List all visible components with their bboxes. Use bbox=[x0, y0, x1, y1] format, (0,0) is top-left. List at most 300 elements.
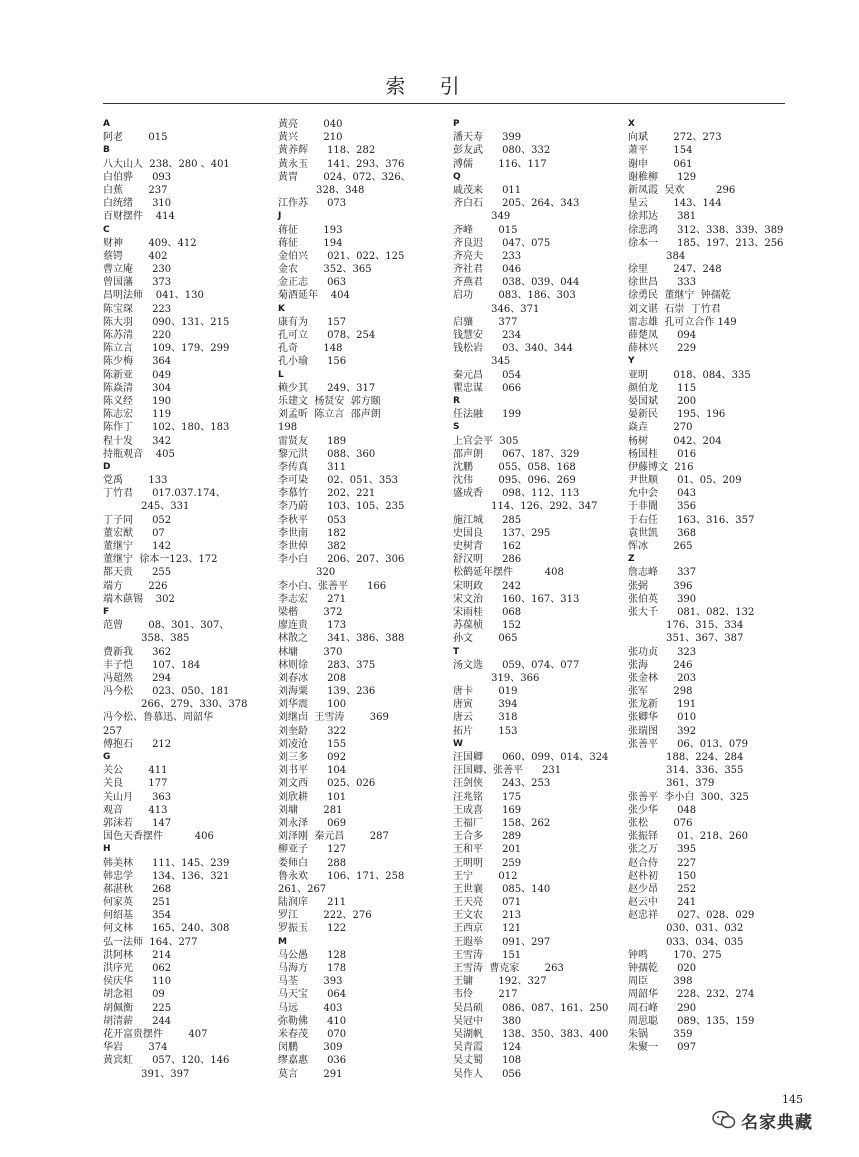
index-entry: 华岩 374 bbox=[103, 1042, 168, 1054]
index-entry: 345 bbox=[453, 356, 511, 368]
index-entry: 萧平 154 bbox=[628, 145, 693, 157]
index-entry: 丁竹君 017.037.174、 bbox=[103, 488, 226, 500]
index-entry: 傅抱石 212 bbox=[103, 738, 172, 750]
index-entry: 持瓶观音 405 bbox=[103, 448, 175, 460]
index-entry: 176、315、334 bbox=[628, 620, 744, 632]
index-entry: 谢申 061 bbox=[628, 158, 693, 170]
index-entry: 张大千 081、082、132 bbox=[628, 606, 755, 618]
index-entry: 罗振玉 122 bbox=[278, 923, 347, 935]
index-entry: 188、224、284 bbox=[628, 752, 744, 763]
index-entry: 汤文选 059、074、077 bbox=[453, 659, 580, 671]
wechat-icon bbox=[712, 1110, 736, 1130]
index-entry: 盛成香 098、112、113 bbox=[453, 488, 580, 500]
index-entry: 董继宁 徐本一123、172 bbox=[103, 554, 218, 566]
index-entry: 030、031、032 bbox=[628, 923, 744, 935]
index-entry: 舒汉明 286 bbox=[453, 554, 522, 566]
index-entry: 陈新亚 049 bbox=[103, 369, 172, 381]
index-entry: 徐世昌 333 bbox=[628, 277, 697, 289]
index-entry: 张卿华 010 bbox=[628, 712, 697, 724]
index-entry: 马公愚 128 bbox=[278, 949, 347, 961]
index-entry: 张军 298 bbox=[628, 686, 693, 698]
index-entry: 财神 409、412 bbox=[103, 237, 197, 249]
index-entry: 白统绪 310 bbox=[103, 198, 172, 210]
index-letter-heading: C bbox=[103, 224, 110, 235]
index-entry: 齐峰 015 bbox=[453, 224, 518, 236]
index-letter-heading: R bbox=[453, 395, 460, 406]
index-entry: 松鹤延年摆件 408 bbox=[453, 567, 564, 579]
index-entry: 张松 076 bbox=[628, 817, 693, 829]
index-letter-heading: P bbox=[453, 119, 460, 129]
index-entry: 娄师白 288 bbox=[278, 857, 347, 869]
index-letter-heading: Z bbox=[628, 554, 635, 565]
index-entry: 雷贤友 189 bbox=[278, 435, 347, 447]
index-entry: 刘春冰 208 bbox=[278, 672, 347, 684]
index-entry: 鲁永欢 106、171、258 bbox=[278, 870, 405, 882]
index-entry: 八大山人 238、280 、401 bbox=[103, 158, 230, 170]
index-entry: 赵忠祥 027、028、029 bbox=[628, 910, 755, 922]
index-entry: 蒋征 193 bbox=[278, 224, 343, 236]
index-entry: 白伯骅 093 bbox=[103, 171, 172, 183]
index-letter-heading: K bbox=[278, 303, 285, 314]
index-entry: 陈义经 190 bbox=[103, 395, 172, 407]
index-entry: 314、336、355 bbox=[628, 765, 744, 777]
index-entry: 王天亮 071 bbox=[453, 897, 522, 909]
index-entry: 张弼 396 bbox=[628, 580, 693, 592]
index-letter-heading: S bbox=[453, 422, 460, 433]
index-entry: 国色天香摆件 406 bbox=[103, 831, 214, 843]
index-letter-heading: W bbox=[453, 738, 463, 749]
index-entry: 詹志峰 337 bbox=[628, 567, 697, 579]
index-entry: 乐建文 杨贤安 郭方颐 bbox=[278, 395, 381, 407]
index-letter-heading: T bbox=[453, 646, 460, 657]
index-entry: 王合多 289 bbox=[453, 831, 522, 843]
index-entry: 彭友武 080、332 bbox=[453, 145, 551, 157]
index-entry: 胡佩衡 225 bbox=[103, 1002, 172, 1014]
index-entry: 何绍基 354 bbox=[103, 910, 172, 922]
index-entry: 320 bbox=[278, 567, 336, 579]
index-entry: 金农 352、365 bbox=[278, 264, 372, 276]
index-entry: 颜伯龙 115 bbox=[628, 382, 697, 394]
index-entry: 徐悲鸿 312、338、339、389 bbox=[628, 224, 784, 236]
index-entry: 马荃 393 bbox=[278, 976, 343, 988]
index-entry: 徐里 247、248 bbox=[628, 264, 722, 276]
index-entry: 端木蕻锡 302 bbox=[103, 593, 175, 605]
index-entry: 董继宁 142 bbox=[103, 541, 172, 552]
index-entry: 白蕉 237 bbox=[103, 184, 168, 196]
index-entry: 丰子恺 107、184 bbox=[103, 659, 201, 671]
index-entry: 昌明法师 041、130 bbox=[103, 290, 204, 302]
index-entry: 齐燕君 038、039、044 bbox=[453, 277, 580, 289]
index-entry: 郭沫若 147 bbox=[103, 817, 172, 829]
index-entry: 都天贵 255 bbox=[103, 567, 172, 579]
index-entry: 李小白、张善平 166 bbox=[278, 580, 387, 592]
index-entry: 苏葆桢 152 bbox=[453, 620, 522, 632]
index-entry: 米春茂 070 bbox=[278, 1028, 347, 1040]
index-entry: 266、279、330、378 bbox=[103, 699, 248, 711]
watermark bbox=[712, 1107, 842, 1133]
index-entry: 陈志宏 119 bbox=[103, 409, 172, 421]
index-entry: 351、367、387 bbox=[628, 633, 744, 645]
index-entry: 261、267 bbox=[278, 883, 327, 895]
index-entry: 114、126、292、347 bbox=[453, 501, 598, 513]
index-entry: 允中会 043 bbox=[628, 488, 697, 500]
index-entry: 史树青 162 bbox=[453, 541, 522, 552]
index-entry: 王福厂 158、262 bbox=[453, 817, 551, 829]
index-entry: 柳亚子 127 bbox=[278, 844, 347, 856]
index-entry: 冯今松 023、050、181 bbox=[103, 686, 230, 698]
index-entry: 汪兆铭 175 bbox=[453, 791, 522, 803]
index-entry: 潘天寿 399 bbox=[453, 132, 522, 144]
index-entry: 焱垚 270 bbox=[628, 422, 693, 434]
index-entry: 弥勒佛 410 bbox=[278, 1015, 347, 1027]
index-letter-heading: Q bbox=[453, 171, 461, 182]
index-entry: 319、366 bbox=[453, 672, 540, 684]
index-entry: 徐勇民 董继宁 钟孺乾 bbox=[628, 290, 731, 302]
index-entry: 于右任 163、316、357 bbox=[628, 514, 755, 526]
index-entry: 刘文谌 石崇 丁竹君 bbox=[628, 303, 721, 315]
index-entry: 赵少昂 252 bbox=[628, 883, 697, 895]
index-entry: 384 bbox=[628, 250, 686, 262]
index-entry: 于非闇 356 bbox=[628, 501, 697, 513]
index-entry: 康有为 157 bbox=[278, 316, 347, 328]
index-entry: 丁子同 052 bbox=[103, 514, 172, 526]
index-entry: 361、379 bbox=[628, 778, 715, 790]
index-entry: 朱聚一 097 bbox=[628, 1042, 697, 1054]
index-entry: 向斌 272、273 bbox=[628, 132, 722, 144]
index-entry: 346、371 bbox=[453, 303, 540, 315]
index-entry: 关良 177 bbox=[103, 778, 168, 790]
index-entry: 王西京 121 bbox=[453, 923, 522, 935]
index-entry: 刘继卣 王雪涛 369 bbox=[278, 712, 389, 724]
index-entry: 费新我 362 bbox=[103, 646, 172, 658]
index-letter-heading: L bbox=[278, 369, 284, 380]
index-entry: 伊藤博文 216 bbox=[628, 461, 694, 473]
index-entry: 江作苏 073 bbox=[278, 198, 347, 210]
index-entry: 张海 246 bbox=[628, 659, 693, 671]
index-entry: 端方 226 bbox=[103, 580, 168, 592]
index-entry: 刘欣耕 101 bbox=[278, 791, 347, 803]
index-entry: 赵云中 241 bbox=[628, 897, 697, 909]
index-entry: 王文农 213 bbox=[453, 910, 522, 922]
index-letter-heading: D bbox=[103, 461, 111, 472]
index-entry: 张振铎 01、218、260 bbox=[628, 831, 748, 843]
index-entry: 启功 083、186、303 bbox=[453, 290, 576, 302]
index-entry: 刘海粟 139、236 bbox=[278, 686, 376, 698]
index-entry: 391、397 bbox=[103, 1068, 190, 1080]
index-entry: 刘永泽 069 bbox=[278, 817, 347, 829]
index-entry: 吴青霞 124 bbox=[453, 1042, 522, 1054]
index-entry: 上官会平 305 bbox=[453, 435, 519, 447]
index-entry: 李乃蔚 103、105、235 bbox=[278, 501, 405, 513]
index-entry: 陈作丁 102、180、183 bbox=[103, 422, 230, 434]
index-entry: 冯超然 294 bbox=[103, 672, 172, 684]
index-entry: 观音 413 bbox=[103, 804, 168, 816]
title-divider bbox=[103, 103, 785, 104]
index-entry: 溥儒 116、117 bbox=[453, 158, 547, 170]
index-entry: 周臣 398 bbox=[628, 976, 693, 988]
index-entry: 赖少其 249、317 bbox=[278, 382, 376, 394]
index-entry: 245、331 bbox=[103, 501, 190, 513]
index-letter-heading: H bbox=[103, 844, 111, 855]
index-entry: 廖连贵 173 bbox=[278, 620, 347, 632]
index-entry: 张龙新 191 bbox=[628, 699, 697, 711]
index-entry: 钱慧安 234 bbox=[453, 330, 522, 341]
index-entry: 董宏猷 07 bbox=[103, 527, 165, 539]
index-entry: 李志宏 271 bbox=[278, 593, 347, 605]
index-entry: 袁世凯 368 bbox=[628, 527, 697, 539]
index-entry: 启骧 377 bbox=[453, 316, 518, 328]
index-entry: 唐云 318 bbox=[453, 712, 518, 724]
index-entry: 孔奇 148 bbox=[278, 343, 343, 355]
index-letter-heading: F bbox=[103, 606, 110, 617]
index-entry: 黄胄 024、072、326、 bbox=[278, 171, 411, 183]
index-entry: 戚茂来 011 bbox=[453, 184, 522, 196]
index-entry: 李小白 206、207、306 bbox=[278, 554, 405, 566]
index-entry: 张善平 李小白 300、325 bbox=[628, 791, 749, 803]
index-entry: 党禹 133 bbox=[103, 475, 168, 487]
index-entry: 齐良迟 047、075 bbox=[453, 237, 551, 249]
index-letter-heading: J bbox=[278, 211, 282, 222]
index-entry: 李世倬 382 bbox=[278, 541, 347, 552]
index-entry: 齐亮夫 233 bbox=[453, 250, 522, 262]
index-entry: 徐邦达 381 bbox=[628, 211, 697, 223]
index-entry: 张善平 06、013、079 bbox=[628, 738, 748, 750]
index-entry: 杨国桂 016 bbox=[628, 448, 697, 460]
index-entry: 谢稚柳 129 bbox=[628, 171, 697, 183]
index-entry: 张金林 203 bbox=[628, 672, 697, 684]
index-entry: 罗江 222、276 bbox=[278, 910, 372, 922]
index-letter-heading: B bbox=[103, 145, 110, 156]
index-entry: 洪阿林 214 bbox=[103, 949, 172, 961]
index-entry: 赵朴初 150 bbox=[628, 870, 697, 882]
index-entry: 黄永玉 141、293、376 bbox=[278, 158, 405, 170]
index-entry: 陆润庠 211 bbox=[278, 897, 347, 909]
index-entry: 何家英 251 bbox=[103, 897, 172, 909]
index-entry: 蒋征 194 bbox=[278, 237, 343, 249]
index-entry: 宋文治 160、167、313 bbox=[453, 593, 580, 605]
index-entry: 张功贞 323 bbox=[628, 646, 697, 658]
index-entry: 韩忠学 134、136、321 bbox=[103, 870, 230, 882]
index-column-4 bbox=[628, 118, 806, 1054]
index-entry: 钱松岩 03、340、344 bbox=[453, 343, 573, 355]
index-entry: 胡清薪 244 bbox=[103, 1015, 172, 1027]
index-entry: 阿老 015 bbox=[103, 132, 168, 144]
index-entry: 菊酒延年 404 bbox=[278, 290, 350, 302]
index-entry: 孔小瑜 156 bbox=[278, 356, 347, 368]
index-entry: 刘三多 092 bbox=[278, 752, 347, 763]
index-entry: 汪国卿 060、099、014、324 bbox=[453, 752, 609, 763]
index-entry: 陈大羽 090、131、215 bbox=[103, 316, 230, 328]
index-entry: 周石峰 290 bbox=[628, 1002, 697, 1014]
index-entry: 弘一法师 164、277 bbox=[103, 936, 198, 948]
index-entry: 李慕竹 202、221 bbox=[278, 488, 376, 500]
index-entry: 刘书平 104 bbox=[278, 765, 347, 777]
index-entry: 沈伟 095、096、269 bbox=[453, 475, 576, 487]
index-entry: 黄养辉 118、282 bbox=[278, 145, 376, 157]
index-entry: 唐寅 394 bbox=[453, 699, 518, 711]
index-entry: 张伯英 390 bbox=[628, 593, 697, 605]
index-entry: 吴丈蜀 108 bbox=[453, 1055, 522, 1067]
index-entry: 汪剑侠 243、253 bbox=[453, 778, 551, 790]
index-entry: 薛林兴 229 bbox=[628, 343, 697, 355]
index-entry: 张之万 395 bbox=[628, 844, 697, 856]
index-entry: 郝湛秋 268 bbox=[103, 883, 172, 895]
index-entry: 邵声朗 067、187、329 bbox=[453, 448, 580, 460]
index-entry: 刘奎龄 322 bbox=[278, 725, 347, 737]
index-letter-heading: A bbox=[103, 119, 110, 129]
index-entry: 梁楷 372 bbox=[278, 606, 343, 618]
page-number: 145 bbox=[782, 1093, 803, 1106]
index-entry: 王遐举 091、297 bbox=[453, 936, 551, 948]
index-entry: 施江城 285 bbox=[453, 514, 522, 526]
index-entry: 李秋平 053 bbox=[278, 514, 347, 526]
index-entry: 齐社君 046 bbox=[453, 264, 522, 276]
index-entry: 拓片 153 bbox=[453, 725, 518, 737]
index-entry: 陈立言 109、179、299 bbox=[103, 343, 230, 355]
index-entry: 莫言 291 bbox=[278, 1068, 343, 1080]
index-entry: 胡念祖 09 bbox=[103, 989, 165, 1001]
index-entry: 349 bbox=[453, 211, 511, 223]
index-column-3 bbox=[453, 118, 631, 1081]
index-entry: 韩美林 111、145、239 bbox=[103, 857, 230, 869]
index-entry: 关公 411 bbox=[103, 765, 168, 777]
index-entry: 关山月 363 bbox=[103, 791, 172, 803]
index-entry: 刘孟昕 陈立言 邵声朗 bbox=[278, 409, 381, 421]
index-entry: 尹世顺 01、05、209 bbox=[628, 475, 742, 487]
index-entry: 吴湖帆 138、350、383、400 bbox=[453, 1028, 609, 1040]
index-entry: 金伯兴 021、022、125 bbox=[278, 250, 405, 262]
index-entry: 陈少梅 364 bbox=[103, 356, 172, 368]
index-entry: 周韶华 228、232、274 bbox=[628, 989, 755, 1001]
index-entry: 黄亮 040 bbox=[278, 119, 343, 130]
index-column-2 bbox=[278, 118, 456, 1081]
index-entry: 何文林 165、240、308 bbox=[103, 923, 230, 935]
index-entry: 花开富贵摆件 407 bbox=[103, 1028, 208, 1040]
index-entry: 王成喜 169 bbox=[453, 804, 522, 816]
index-entry: 洪序光 062 bbox=[103, 963, 172, 974]
index-entry: 陈宝琛 223 bbox=[103, 303, 172, 315]
index-entry: 孔可立 078、254 bbox=[278, 330, 376, 341]
index-entry: 宋明政 242 bbox=[453, 580, 522, 592]
index-entry: 孙文 065 bbox=[453, 633, 518, 645]
index-entry: 王世襄 085、140 bbox=[453, 883, 551, 895]
index-entry: 任法融 199 bbox=[453, 409, 522, 421]
index-entry: 范曾 08、301、307、 bbox=[103, 620, 230, 632]
index-entry: 王雪涛 151 bbox=[453, 949, 522, 961]
index-entry: 黄兴 210 bbox=[278, 132, 343, 144]
watermark-text: 名家典藏 bbox=[741, 1112, 813, 1133]
index-entry: 金正志 063 bbox=[278, 277, 347, 289]
index-entry: 张瑞图 392 bbox=[628, 725, 697, 737]
index-entry: 王雪涛 曹克家 263 bbox=[453, 963, 564, 974]
index-entry: 缪嘉惠 036 bbox=[278, 1055, 347, 1067]
index-entry: 晏新民 195、196 bbox=[628, 409, 726, 421]
index-entry: 328、348 bbox=[278, 184, 365, 196]
index-entry: 刘泽刚 秦元昌 287 bbox=[278, 831, 389, 843]
index-entry: 曹立庵 230 bbox=[103, 264, 172, 276]
index-entry: 赵合侍 227 bbox=[628, 857, 697, 869]
index-letter-heading: X bbox=[628, 119, 635, 129]
index-entry: 徐本一 185、197、213、256 bbox=[628, 237, 784, 249]
index-entry: 晏国斌 200 bbox=[628, 395, 697, 407]
index-entry: 王和平 201 bbox=[453, 844, 522, 856]
index-entry: 恽冰 265 bbox=[628, 541, 693, 552]
index-entry: 吴冠中 380 bbox=[453, 1015, 522, 1027]
index-entry: 星云 143、144 bbox=[628, 198, 722, 210]
index-entry: 钟孺乾 020 bbox=[628, 963, 697, 974]
index-entry: 李传真 311 bbox=[278, 461, 347, 473]
index-entry: 杨树 042、204 bbox=[628, 435, 722, 447]
index-entry: 钟鸣 170、275 bbox=[628, 949, 722, 961]
index-entry: 冯今松、鲁慕迅、周韶华 bbox=[103, 712, 213, 724]
index-entry: 朱锅 359 bbox=[628, 1028, 693, 1040]
index-entry: 李世南 182 bbox=[278, 527, 347, 539]
index-letter-heading: G bbox=[103, 752, 111, 762]
index-column-1 bbox=[103, 118, 281, 1081]
index-entry: 韦伶 217 bbox=[453, 989, 518, 1001]
index-entry: 史国良 137、295 bbox=[453, 527, 551, 539]
index-entry: 358、385 bbox=[103, 633, 190, 645]
index-entry: 百财摆件 414 bbox=[103, 211, 175, 223]
index-entry: 周思聪 089、135、159 bbox=[628, 1015, 755, 1027]
index-entry: 侯庆华 110 bbox=[103, 976, 172, 988]
index-letter-heading: M bbox=[278, 936, 287, 947]
index-entry: 198 bbox=[278, 422, 298, 434]
index-entry: 汪国卿、张善平 231 bbox=[453, 765, 562, 777]
index-entry: 蔡锷 402 bbox=[103, 250, 168, 262]
index-entry: 刘凌沧 155 bbox=[278, 738, 347, 750]
index-entry: 曾国藩 373 bbox=[103, 277, 172, 289]
index-entry: 宋雨桂 068 bbox=[453, 606, 522, 618]
index-entry: 秦元昌 054 bbox=[453, 369, 522, 381]
index-entry: 齐白石 205、264、343 bbox=[453, 198, 580, 210]
index-entry: 唐卡 019 bbox=[453, 686, 518, 698]
index-entry: 瞿忠谋 066 bbox=[453, 382, 522, 394]
page-title: 索 引 bbox=[385, 74, 474, 98]
index-entry: 刘文西 025、026 bbox=[278, 778, 376, 790]
index-entry: 刘华震 100 bbox=[278, 699, 347, 711]
index-entry: 马海方 178 bbox=[278, 963, 347, 974]
index-entry: 亚明 018、084、335 bbox=[628, 369, 751, 381]
index-entry: 新凤霞 吴欢 296 bbox=[628, 184, 736, 196]
index-entry: 王宁 012 bbox=[453, 870, 518, 882]
index-entry: 闵鹏 309 bbox=[278, 1042, 343, 1054]
index-entry: 吴作人 056 bbox=[453, 1068, 522, 1080]
index-entry: 吴昌硕 086、087、161、250 bbox=[453, 1002, 609, 1014]
index-entry: 马远 403 bbox=[278, 1002, 343, 1014]
index-entry: 程十发 342 bbox=[103, 435, 172, 447]
index-letter-heading: Y bbox=[628, 356, 635, 367]
index-entry: 257 bbox=[103, 725, 123, 737]
index-entry: 林散之 341、386、388 bbox=[278, 633, 405, 645]
index-entry: 033、034、035 bbox=[628, 936, 744, 948]
index-entry: 陈苏清 220 bbox=[103, 330, 172, 341]
index-entry: 黄宾虹 057、120、146 bbox=[103, 1055, 230, 1067]
index-entry: 雷志雄 孔可立合作 149 bbox=[628, 316, 737, 328]
index-entry: 王镛 192、327 bbox=[453, 976, 547, 988]
index-entry: 马天宝 064 bbox=[278, 989, 347, 1001]
index-entry: 张少华 048 bbox=[628, 804, 697, 816]
index-entry: 薛楚凤 094 bbox=[628, 330, 697, 341]
index-entry: 李可染 02、051、353 bbox=[278, 475, 398, 487]
index-entry: 林则徐 283、375 bbox=[278, 659, 376, 671]
index-entry: 陈焱清 304 bbox=[103, 382, 172, 394]
index-entry: 林墉 370 bbox=[278, 646, 343, 658]
index-entry: 刘墉 281 bbox=[278, 804, 343, 816]
index-entry: 黎元洪 088、360 bbox=[278, 448, 376, 460]
index-entry: 沈鹏 055、058、168 bbox=[453, 461, 576, 473]
index-entry: 王明明 259 bbox=[453, 857, 522, 869]
